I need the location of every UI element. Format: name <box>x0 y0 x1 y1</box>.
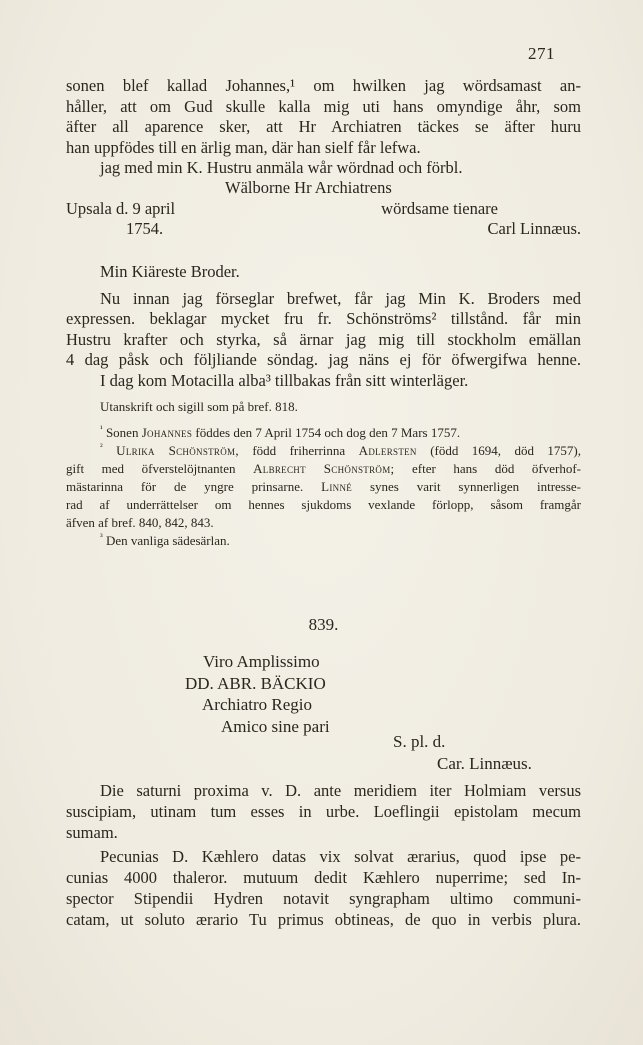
text-line: han uppfödes till en ärlig man, där han sielf får lefwa. <box>66 137 421 157</box>
page-number: 271 <box>528 44 555 63</box>
text-line: sonen blef kallad Johannes,¹ om hwilken jag wördsamast an- <box>66 76 581 95</box>
text-line: expressen. beklagar mycket fru fr. Schönströms² tillstånd. får min <box>66 309 581 328</box>
footnote-2: $^{^2}$ Ulrika Schönström, född friherrinna Adlersten (född 1694, död 1757), <box>100 441 582 458</box>
postscript-heading: Min Kiäreste Broder. <box>100 262 240 281</box>
footnote-2-line: äfven af bref. 840, 842, 843. <box>66 515 214 530</box>
letter-839-greeting <box>66 731 581 775</box>
salutation: Wälborne Hr Archiatrens <box>225 178 392 197</box>
footnote-mark: ² <box>100 441 103 452</box>
letter-839-paragraph-2 <box>66 846 581 930</box>
footnotes <box>66 398 581 550</box>
footnote-2-line: gift med öfverstelöjtnanten Albrecht Schönström; efter hans död öfverhof- <box>66 461 582 476</box>
text-line: Hustru krafter och styrka, så ärnar jag mig till stockholm emällan <box>66 329 581 349</box>
text-line: suscipiam, utinam tum esses in urbe. Loeflingii epistolam mecum <box>66 802 581 821</box>
footnote-2-line: mästarinna för de yngre prinsarne. Linné synes varit synnerligen intresse- <box>66 479 582 494</box>
text-line: Pecunias D. Kæhlero datas vix solvat ærarius, quod ipse pe- <box>100 847 581 866</box>
letter-838-body <box>66 76 581 179</box>
letter-839-paragraph-1 <box>66 780 581 843</box>
text-line: catam, ut soluto ærario Tu primus obtineas, de quo in verbis plura. <box>66 910 581 929</box>
letter-839-address <box>66 651 581 737</box>
text-line: sumam. <box>66 823 118 842</box>
text-line: Die saturni proxima v. D. ante meridiem iter Holmiam versus <box>100 781 581 800</box>
address-note: Utanskrift och sigill som på bref. 818. <box>100 399 298 414</box>
address-line: Viro Amplissimo <box>203 652 320 671</box>
sender: Car. Linnæus. <box>437 754 532 773</box>
footnote-1: $^{^1}$ Sonen Johannes föddes den 7 April 1754 och dog den 7 Mars 1757. <box>100 423 461 440</box>
closing: wördsame tienare <box>381 198 498 218</box>
year: 1754. <box>126 219 164 238</box>
year-signature-row <box>66 219 581 240</box>
text-line: cunias 4000 thaleror. mutuum dedit Kæhlero nuperrime; sed In- <box>66 868 581 887</box>
text-line: äfter all aparence sker, att Hr Archiatren täckes se äfter huru <box>66 117 581 136</box>
greeting: S. pl. d. <box>393 732 446 751</box>
footnote-mark: ³ <box>100 531 103 542</box>
footnote-mark: ¹ <box>100 423 103 434</box>
letter-839-number: 839. <box>308 615 339 634</box>
text-line: 4 dag påsk och följliande söndag. jag näns ej för öfwergifwa henne. <box>66 350 581 369</box>
address-line: Amico sine pari <box>221 716 330 736</box>
place-closing-row <box>66 199 581 220</box>
footnote-3: $^{^3}$ Den vanliga sädesärlan. <box>100 531 230 548</box>
signature: Carl Linnæus. <box>487 219 581 238</box>
text-line: spector Stipendii Hydren notavit syngrapham ultimo communi- <box>66 889 581 908</box>
letter-838-closing <box>66 178 581 240</box>
text-line: håller, att om Gud skulle kalla mig uti hans omyndige åhr, som <box>66 96 581 116</box>
place-date: Upsala d. 9 april <box>66 198 176 218</box>
text-line: Nu innan jag förseglar brefwet, får jag Min K. Broders med <box>100 288 581 308</box>
postscript <box>66 262 581 391</box>
address-line: Archiatro Regio <box>202 695 312 714</box>
text-line: jag med min K. Hustru anmäla wår wördnad och förbl. <box>100 158 463 177</box>
address-line: DD. ABR. BÄCKIO <box>185 673 326 693</box>
footnote-2-line: rad af underrättelser om hennes sjukdoms vexlande förlopp, såsom framgår <box>66 497 581 512</box>
text-line: I dag kom Motacilla alba³ tillbakas från sitt winterläger. <box>100 370 469 390</box>
